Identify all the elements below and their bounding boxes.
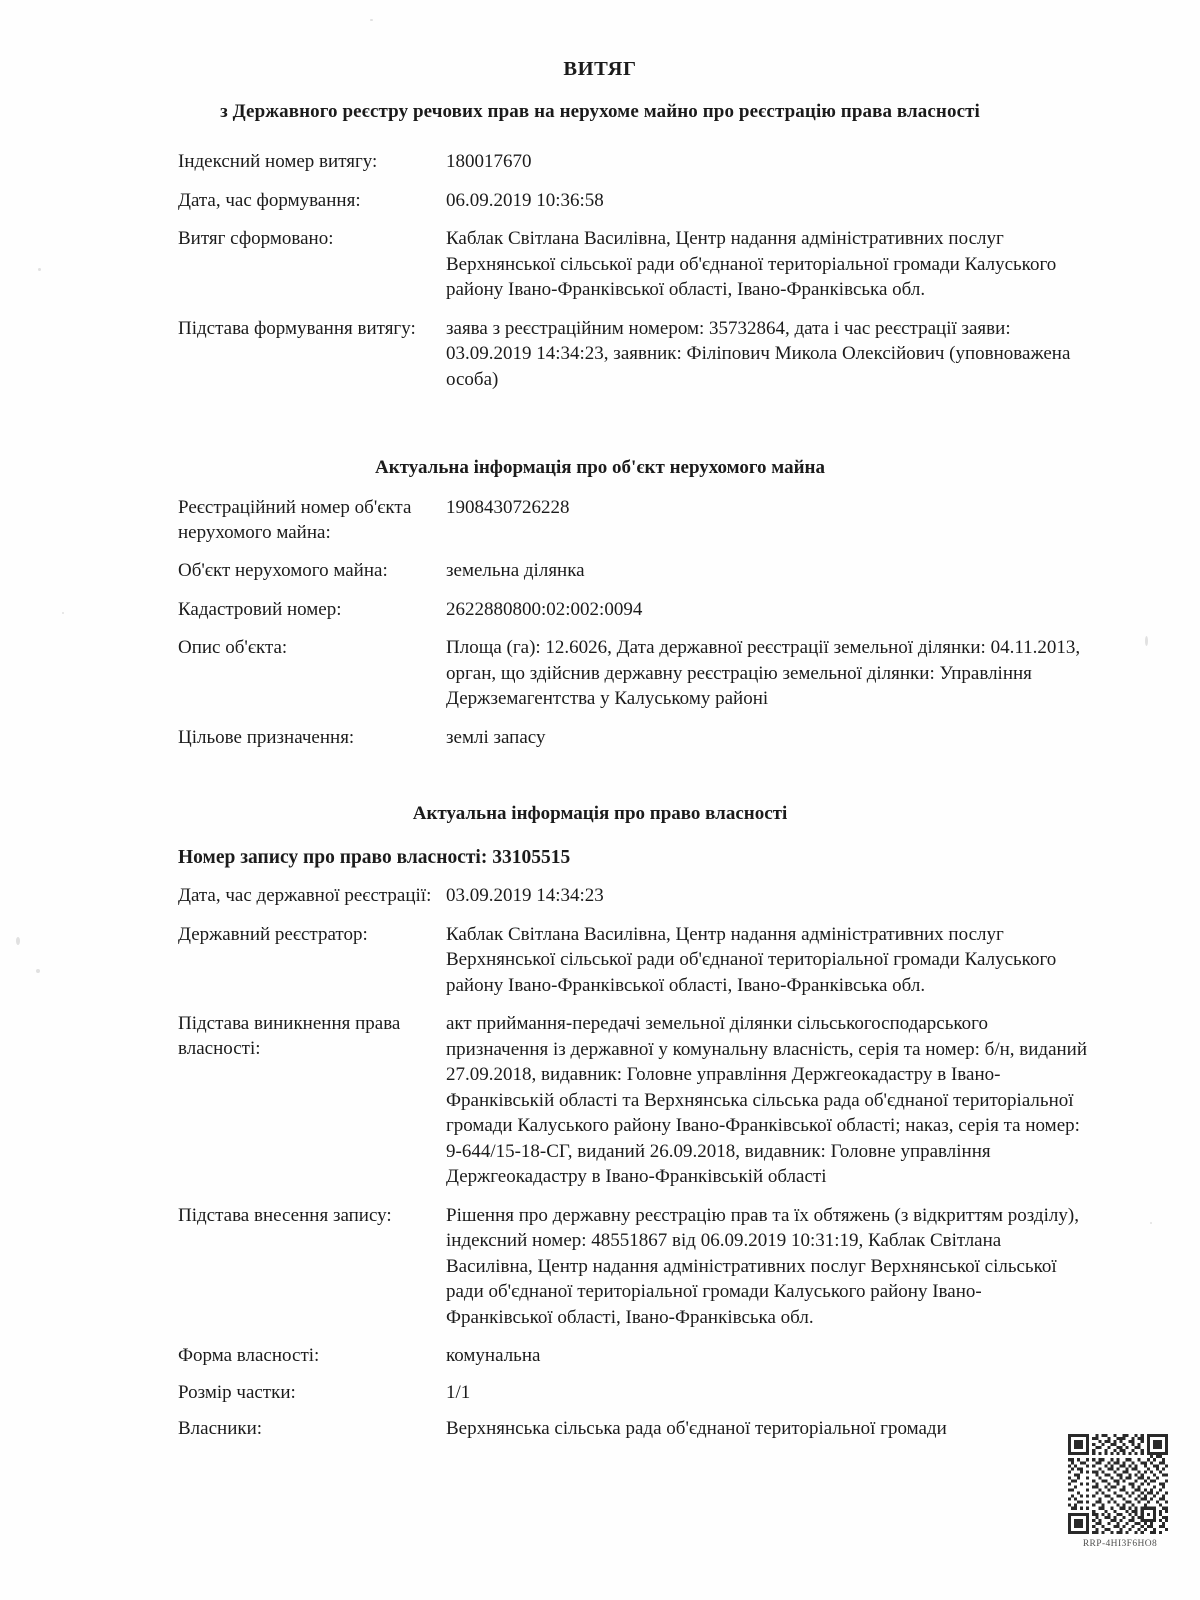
field-row-cadastral-number (0, 597, 1200, 623)
ownership-record-number: Номер запису про право власності: 33105515 (178, 847, 571, 868)
page-subtitle: з Державного реєстру речових прав на нерухоме майно про реєстрацію права власності (220, 101, 980, 122)
field-label: Підстава внесення запису: (178, 1204, 392, 1226)
field-row-index-number (0, 149, 1200, 175)
field-label: Індексний номер витягу: (178, 151, 378, 172)
scan-speck (1150, 1222, 1152, 1224)
scan-speck (36, 969, 40, 973)
document-verification-block (1068, 1434, 1172, 1549)
qr-code-icon (1068, 1434, 1168, 1534)
field-row-record-entry-basis (0, 1203, 1200, 1331)
field-value: 03.09.2019 14:34:23 (446, 885, 604, 906)
field-value: земельна ділянка (446, 560, 585, 581)
scan-speck (38, 268, 41, 271)
field-value: Каблак Світлана Василівна, Центр надання адміністративних послуг Верхнянської сільської ради об'єднаної територіальної громади Калуського району Івано-Франківської області, Івано-Франківська обл. (446, 923, 1057, 996)
field-row-ownership-form (0, 1343, 1200, 1369)
field-value: 1908430726228 (446, 497, 570, 518)
field-row-formed-by (0, 226, 1200, 303)
field-label: Об'єкт нерухомого майна: (178, 560, 388, 581)
field-value: 1/1 (446, 1381, 471, 1403)
field-row-owners (0, 1416, 1200, 1442)
field-value: Верхнянська сільська рада об'єднаної територіальної громади (446, 1418, 947, 1439)
section-heading-property: Актуальна інформація про об'єкт нерухомого майна (375, 457, 825, 478)
scan-speck (370, 19, 373, 21)
field-row-state-registration-datetime (0, 883, 1200, 909)
header-fields (0, 123, 1200, 392)
field-value: Площа (га): 12.6026, Дата державної реєстрації земельної ділянки: 04.11.2013, орган, що здійснив державну реєстрацію земельної ділянки: Управління Держземагентства у Калуському районі (446, 637, 1081, 709)
field-value: 2622880800:02:002:0094 (446, 598, 643, 620)
field-value: 180017670 (446, 151, 532, 172)
field-label: Опис об'єкта: (178, 637, 288, 658)
field-row-formation-datetime (0, 188, 1200, 214)
field-label: Цільове призначення: (178, 726, 355, 748)
scan-speck (62, 612, 64, 614)
field-label: Реєстраційний номер об'єкта нерухомого майна: (178, 497, 412, 543)
field-label: Дата, час формування: (178, 189, 361, 211)
field-value: акт приймання-передачі земельної ділянки сільськогосподарського призначення із державної у комунальну власність, серія та номер: б/н, виданий 27.09.2018, видавник: Головне управління Держгеокадастру в Івано-Франківській області та Верхнянська сільська рада об'єднаної територіальної громади Калуського району Івано-Франківської області; наказ, серія та номер: 9-644/15-18-СГ, виданий 26.09.2018, видавник: Головне управління Держгеокадастру в Івано-Франківській області (446, 1013, 1088, 1187)
scan-speck (16, 937, 20, 945)
field-label: Дата, час державної реєстрації: (178, 885, 432, 906)
field-label: Підстава формування витягу: (178, 317, 416, 339)
field-row-ownership-origin-basis (0, 1011, 1200, 1190)
field-label: Розмір частки: (178, 1381, 296, 1403)
section-heading-ownership: Актуальна інформація про право власності (412, 803, 788, 824)
scan-speck (1145, 636, 1148, 646)
field-row-property-object (0, 558, 1200, 584)
field-label: Підстава виникнення права власності: (178, 1013, 401, 1059)
field-value: землі запасу (446, 726, 546, 748)
field-label: Власники: (178, 1418, 263, 1439)
field-row-designated-purpose (0, 725, 1200, 751)
field-label: Державний реєстратор: (178, 923, 368, 945)
field-row-formation-basis (0, 316, 1200, 393)
field-row-state-registrar (0, 922, 1200, 999)
field-label: Кадастровий номер: (178, 598, 342, 620)
field-row-registration-number (0, 495, 1200, 545)
field-value: комунальна (446, 1345, 541, 1366)
field-row-share-size (0, 1380, 1200, 1406)
field-value: заява з реєстраційним номером: 35732864, дата і час реєстрації заяви: 03.09.2019 14:34:23, заявник: Філіпович Микола Олексійович (уповноважена особа) (446, 317, 1071, 390)
field-label: Форма власності: (178, 1345, 320, 1366)
ownership-fields (0, 869, 1200, 1442)
field-row-object-description (0, 635, 1200, 712)
field-value: Каблак Світлана Василівна, Центр надання адміністративних послуг Верхнянської сільської ради об'єднаної територіальної громади Калуського району Івано-Франківської області, Івано-Франківська обл. (446, 228, 1057, 300)
property-fields (0, 479, 1200, 750)
field-value: 06.09.2019 10:36:58 (446, 189, 604, 211)
field-label: Витяг сформовано: (178, 228, 334, 249)
document-verification-code: RRP-4HI3F6HO8 (1082, 1539, 1158, 1549)
field-value: Рішення про державну реєстрацію прав та їх обтяжень (з відкриттям розділу), індексний номер: 48551867 від 06.09.2019 10:31:19, Каблак Світлана Василівна, Центр надання адміністративних послуг Верхнянської сільської ради об'єднаної територіальної громади Калуського району Івано-Франківської області, Івано-Франківська обл. (446, 1204, 1079, 1328)
page-title: ВИТЯГ (563, 58, 637, 80)
